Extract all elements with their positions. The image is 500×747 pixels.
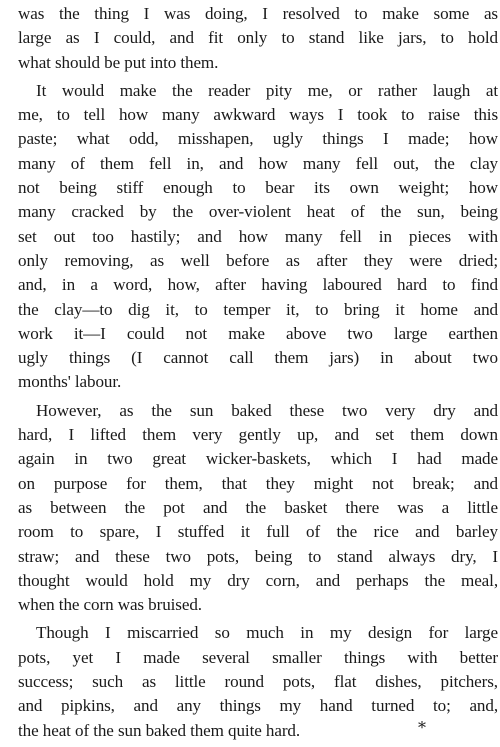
text-line: months' labour. <box>18 372 122 392</box>
text-line: straw; and these two pots, being to stand always dry, I <box>18 546 498 566</box>
signature-mark: * <box>418 718 426 737</box>
text-line: success; such as little round pots, flat dishes, pitchers, <box>18 672 498 692</box>
text-line: ugly things (I cannot call them jars) in about two <box>18 348 498 368</box>
page-body <box>18 2 498 747</box>
text-line: many cracked by the over-violent heat of the sun, being <box>18 202 498 222</box>
text-line: when the corn was bruised. <box>18 595 202 615</box>
text-line: paste; what odd, misshapen, ugly things I made; how <box>18 129 498 149</box>
text-line: set out too hastily; and how many fell in pieces with <box>18 226 498 246</box>
text-line: many of them fell in, and how many fell out, the clay <box>18 153 498 173</box>
paragraph-2 <box>18 79 498 395</box>
text-line: only removing, as well before as after they were dried; <box>18 250 498 270</box>
text-line: hard, I lifted them very gently up, and set them down <box>18 425 498 445</box>
text-line: and, in a word, how, after having laboured hard to find <box>18 275 498 295</box>
text-line: not being stiff enough to bear its own weight; how <box>18 178 498 198</box>
text-line: me, to tell how many awkward ways I took to raise this <box>18 105 498 125</box>
text-line: the heat of the sun baked them quite hard. <box>18 720 301 740</box>
paragraph-4 <box>18 621 498 742</box>
text-line: as between the pot and the basket there was a little <box>18 497 498 517</box>
text-line: was the thing I was doing, I resolved to make some as <box>18 4 498 23</box>
text-line: pots, yet I made several smaller things with better <box>18 647 498 667</box>
text-line: Though I miscarried so much in my design for large <box>36 623 498 643</box>
text-line: thought would hold my dry corn, and perhaps the meal, <box>18 570 498 590</box>
paragraph-3 <box>18 399 498 618</box>
text-line: work it—I could not make above two large earthen <box>18 323 498 343</box>
text-line: large as I could, and fit only to stand like jars, to hold <box>18 28 498 48</box>
text-line: on purpose for them, that they might not break; and <box>18 473 498 493</box>
text-line: However, as the sun baked these two very dry and <box>36 400 498 420</box>
text-line: the clay—to dig it, to temper it, to bring it home and <box>18 299 498 319</box>
paragraph-1 <box>18 2 498 75</box>
text-line: room to spare, I stuffed it full of the rice and barley <box>18 522 498 542</box>
text-line: and pipkins, and any things my hand turned to; and, <box>18 696 498 716</box>
text-line: again in two great wicker-baskets, which I had made <box>18 449 498 469</box>
text-line: It would make the reader pity me, or rather laugh at <box>36 80 498 100</box>
text-line: what should be put into them. <box>18 52 219 72</box>
